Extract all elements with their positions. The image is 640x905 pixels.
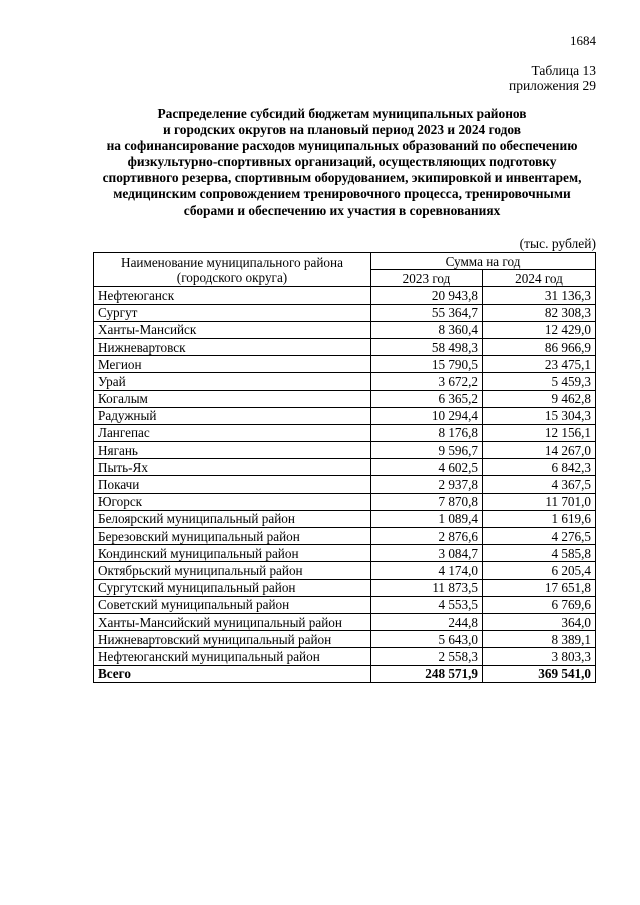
table-row [94,613,596,630]
amount-2024: 8 389,1 [483,631,596,648]
table-row [94,510,596,527]
municipality-name: Белоярский муниципальный район [94,510,371,527]
table-row [94,390,596,407]
amount-2024: 17 651,8 [483,579,596,596]
amount-2023: 4 602,5 [371,459,483,476]
amount-2023: 11 873,5 [371,579,483,596]
municipality-name: Нижневартовский муниципальный район [94,631,371,648]
municipality-name: Кондинский муниципальный район [94,545,371,562]
amount-2023: 55 364,7 [371,304,483,321]
title-line: на софинансирование расходов муниципальных образований по обеспечению [106,138,578,154]
municipality-name: Покачи [94,476,371,493]
table-row [94,424,596,441]
municipality-name: Нефтеюганск [94,287,371,304]
table-row [94,648,596,665]
amount-2023: 8 176,8 [371,424,483,441]
table-row [94,459,596,476]
amount-2023: 8 360,4 [371,321,483,338]
municipality-name: Березовский муниципальный район [94,528,371,545]
table-row [94,562,596,579]
municipality-name: Лангепас [94,424,371,441]
table-body [94,287,596,682]
amount-2024: 5 459,3 [483,373,596,390]
total-label: Всего [94,665,371,682]
municipality-name: Нижневартовск [94,338,371,355]
municipality-name: Ханты-Мансийский муниципальный район [94,613,371,630]
unit-label: (тыс. рублей) [519,236,596,251]
amount-2024: 4 585,8 [483,545,596,562]
table-reference-line-1: Таблица 13 [531,63,596,78]
municipality-name: Сургутский муниципальный район [94,579,371,596]
amount-2023: 4 174,0 [371,562,483,579]
header-sum-cell: Сумма на год [371,253,596,270]
table-reference-line-2: приложения 29 [508,78,596,93]
table-row [94,407,596,424]
amount-2023: 9 596,7 [371,442,483,459]
amount-2024: 4 367,5 [483,476,596,493]
table-row [94,528,596,545]
title-line: спортивного резерва, спортивным оборудованием, экипировкой и инвентарем, [102,170,582,186]
municipality-name: Советский муниципальный район [94,596,371,613]
amount-2024: 6 769,6 [483,596,596,613]
title-line: Распределение субсидий бюджетам муниципальных районов [157,106,527,121]
amount-2024: 23 475,1 [483,356,596,373]
title-line: сборами и обеспечению их участия в соревнованиях [183,202,501,218]
amount-2024: 82 308,3 [483,304,596,321]
amount-2023: 58 498,3 [371,338,483,355]
table-row [94,596,596,613]
table-row [94,338,596,355]
amount-2024: 6 205,4 [483,562,596,579]
amount-2023: 3 084,7 [371,545,483,562]
table-reference [440,63,596,93]
total-2023: 248 571,9 [371,665,483,682]
amount-2024: 9 462,8 [483,390,596,407]
amount-2024: 364,0 [483,613,596,630]
table-row [94,631,596,648]
amount-2023: 2 876,6 [371,528,483,545]
amount-2023: 4 553,5 [371,596,483,613]
amount-2023: 5 643,0 [371,631,483,648]
table-row [94,545,596,562]
table-row [94,579,596,596]
header-year-2023: 2023 год [371,270,483,287]
amount-2024: 86 966,9 [483,338,596,355]
header-name-cell [94,253,371,287]
title-line: физкультурно-спортивных организаций, осуществляющих подготовку [127,154,557,170]
municipality-name: Урай [94,373,371,390]
municipality-name: Октябрьский муниципальный район [94,562,371,579]
amount-2023: 15 790,5 [371,356,483,373]
amount-2024: 11 701,0 [483,493,596,510]
amount-2024: 12 156,1 [483,424,596,441]
amount-2024: 3 803,3 [483,648,596,665]
amount-2023: 3 672,2 [371,373,483,390]
header-name-line-1: Наименование муниципального района [121,254,343,270]
title-line: и городских округов на плановый период 2023 и 2024 годов [162,122,522,138]
amount-2024: 15 304,3 [483,407,596,424]
municipality-name: Мегион [94,356,371,373]
page-number: 1684 [570,33,596,48]
amount-2024: 4 276,5 [483,528,596,545]
table-row [94,373,596,390]
amount-2023: 1 089,4 [371,510,483,527]
municipality-name: Ханты-Мансийск [94,321,371,338]
municipality-name: Нефтеюганский муниципальный район [94,648,371,665]
amount-2024: 1 619,6 [483,510,596,527]
amount-2023: 6 365,2 [371,390,483,407]
total-2024: 369 541,0 [483,665,596,682]
title-line: медицинским сопровождением тренировочного процесса, тренировочными [113,186,571,202]
amount-2023: 10 294,4 [371,407,483,424]
header-name-line-2: (городского округа) [176,269,288,285]
document-title [86,106,598,219]
table-row [94,493,596,510]
subsidy-table [93,252,596,683]
amount-2024: 6 842,3 [483,459,596,476]
table-row [94,356,596,373]
header-year-2024: 2024 год [483,270,596,287]
amount-2023: 2 937,8 [371,476,483,493]
table-header-row [94,253,596,270]
table-row [94,442,596,459]
amount-2023: 20 943,8 [371,287,483,304]
municipality-name: Пыть-Ях [94,459,371,476]
amount-2023: 244,8 [371,613,483,630]
municipality-name: Когалым [94,390,371,407]
table-row [94,476,596,493]
table-row [94,321,596,338]
table-row [94,304,596,321]
table-row [94,287,596,304]
municipality-name: Нягань [94,442,371,459]
amount-2024: 12 429,0 [483,321,596,338]
total-row [94,665,596,682]
municipality-name: Сургут [94,304,371,321]
amount-2023: 7 870,8 [371,493,483,510]
amount-2024: 14 267,0 [483,442,596,459]
amount-2024: 31 136,3 [483,287,596,304]
amount-2023: 2 558,3 [371,648,483,665]
municipality-name: Югорск [94,493,371,510]
municipality-name: Радужный [94,407,371,424]
